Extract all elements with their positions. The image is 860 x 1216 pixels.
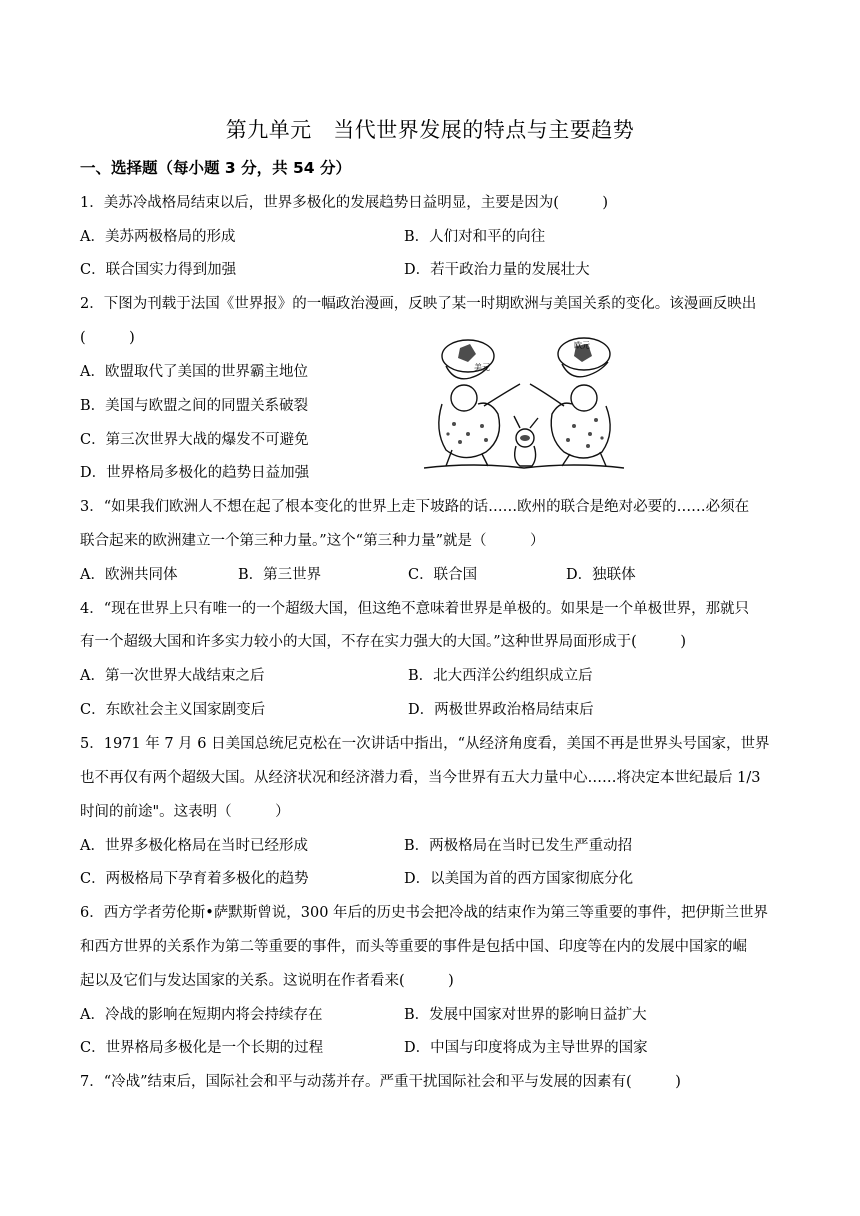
- q3-option-b: B．第三世界: [238, 567, 322, 583]
- q4-option-c: C．东欧社会主义国家剧变后: [80, 702, 266, 718]
- cartoon-label-euro: 欧元: [574, 341, 590, 350]
- q5-option-b: B．两极格局在当时已发生严重动招: [404, 838, 633, 854]
- q3-option-d: D．独联体: [566, 567, 636, 583]
- question-2-stem: ( ): [80, 330, 135, 346]
- q4-option-d: D．两极世界政治格局结束后: [408, 702, 594, 718]
- q5-option-a: A．世界多极化格局在当时已经形成: [80, 838, 308, 854]
- q6-option-a: A．冷战的影响在短期内将会持续存在: [80, 1007, 323, 1023]
- question-6-stem: 起以及它们与发达国家的关系。这说明在作者看来( ): [80, 973, 454, 989]
- q6-option-c: C．世界格局多极化是一个长期的过程: [80, 1040, 324, 1056]
- q1-option-b: B．人们对和平的向往: [404, 229, 546, 245]
- q5-option-c: C．两极格局下孕育着多极化的趋势: [80, 871, 309, 887]
- q2-option-c: C．第三次世界大战的爆发不可避免: [80, 432, 309, 448]
- q2-option-d: D．世界格局多极化的趋势日益加强: [80, 465, 310, 481]
- political-cartoon-image: [424, 334, 624, 470]
- question-4-stem: 4．“现在世界上只有唯一的一个超级大国，但这绝不意味着世界是单极的。如果是一个单极世界，那就只: [80, 601, 750, 617]
- q6-option-b: B．发展中国家对世界的影响日益扩大: [404, 1007, 647, 1023]
- question-3-stem: 3．“如果我们欧洲人不想在起了根本变化的世界上走下坡路的话……欧州的联合是绝对必要的……必须在: [80, 499, 750, 515]
- q3-option-a: A．欧洲共同体: [80, 567, 178, 583]
- question-6-stem: 和西方世界的关系作为第二等重要的事件，而头等重要的事件是包括中国、印度等在内的发展中国家的崛: [80, 939, 747, 955]
- page-title: 第九单元 当代世界发展的特点与主要趋势: [225, 118, 635, 142]
- question-7-stem: 7．“冷战”结束后，国际社会和平与动荡并存。严重干扰国际社会和平与发展的因素有( ): [80, 1074, 681, 1090]
- question-5-stem: 5．1971 年 7 月 6 日美国总统尼克松在一次讲话中指出，“从经济角度看，美国不再是世界头号国家，世界: [80, 736, 770, 752]
- q2-option-b: B．美国与欧盟之间的同盟关系破裂: [80, 398, 309, 414]
- question-5-stem: 时间的前途"。这表明（ ）: [80, 804, 290, 820]
- q4-option-b: B．北大西洋公约组织成立后: [408, 668, 593, 684]
- question-6-stem: 6．西方学者劳伦斯•萨默斯曾说，300 年后的历史书会把冷战的结束作为第三等重要的事件，把伊斯兰世界: [80, 905, 769, 921]
- cartoon-label-dollar: 美元: [474, 363, 490, 372]
- q3-option-c: C．联合国: [408, 567, 478, 583]
- question-2-stem: 2．下图为刊载于法国《世界报》的一幅政治漫画，反映了某一时期欧洲与美国关系的变化。该漫画反映出: [80, 296, 757, 312]
- q2-option-a: A．欧盟取代了美国的世界霸主地位: [80, 364, 308, 380]
- section-heading: 一、选择题（每小题 3 分，共 54 分）: [80, 159, 351, 177]
- question-1-stem: 1．美苏冷战格局结束以后，世界多极化的发展趋势日益明显，主要是因为( ): [80, 195, 609, 211]
- q1-option-d: D．若干政治力量的发展壮大: [404, 262, 590, 278]
- question-4-stem: 有一个超级大国和许多实力较小的大国，不存在实力强大的大国。”这种世界局面形成于( ): [80, 634, 686, 650]
- q5-option-d: D．以美国为首的西方国家彻底分化: [404, 871, 634, 887]
- q1-option-a: A．美苏两极格局的形成: [80, 229, 236, 245]
- q1-option-c: C．联合国实力得到加强: [80, 262, 237, 278]
- q6-option-d: D．中国与印度将成为主导世界的国家: [404, 1040, 648, 1056]
- q4-option-a: A．第一次世界大战结束之后: [80, 668, 265, 684]
- question-5-stem: 也不再仅有两个超级大国。从经济状况和经济潜力看，当今世界有五大力量中心……将决定本世纪最后 1/3: [80, 770, 761, 786]
- question-3-stem: 联合起来的欧洲建立一个第三种力量。”这个“第三种力量”就是（ ）: [80, 533, 545, 549]
